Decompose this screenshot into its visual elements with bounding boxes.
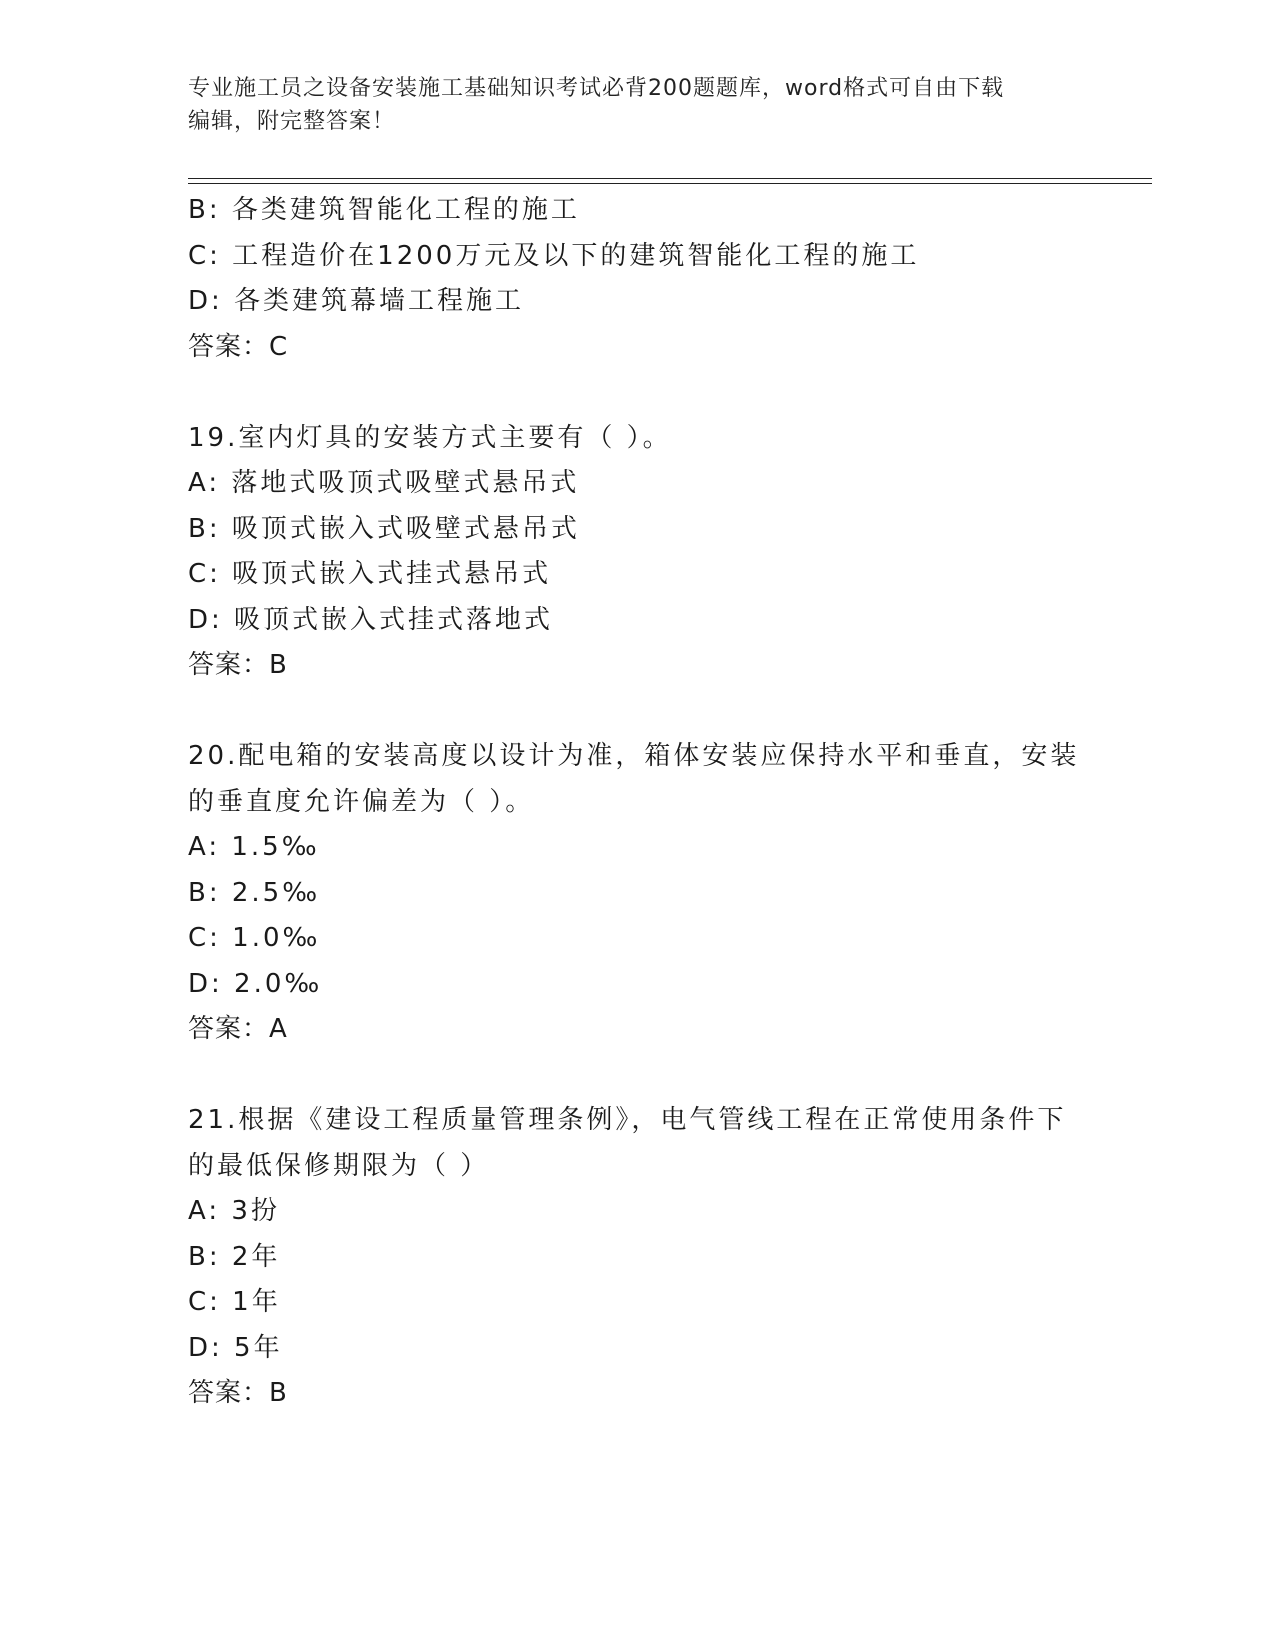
option-c: C: 工程造价在1200万元及以下的建筑智能化工程的施工 bbox=[188, 240, 920, 271]
question-stem: 20.配电箱的安装高度以设计为准，箱体安装应保持水平和垂直，安装 bbox=[188, 741, 1080, 771]
option-a: A: 1.5‰ bbox=[188, 832, 320, 862]
question-stem-continued: 的最低保修期限为（ ） bbox=[188, 1150, 490, 1181]
option-c: C: 1.0‰ bbox=[188, 923, 321, 953]
header-line-2: 编辑，附完整答案！ bbox=[188, 109, 396, 134]
option-a: A: 3扮 bbox=[188, 1196, 280, 1226]
document-header bbox=[188, 72, 1088, 138]
question-stem: 21.根据《建设工程质量管理条例》，电气管线工程在正常使用条件下 bbox=[188, 1105, 1067, 1135]
question-20 bbox=[188, 734, 1088, 1053]
option-d: D: 吸顶式嵌入式挂式落地式 bbox=[188, 604, 554, 635]
answer: 答案：A bbox=[188, 1014, 288, 1044]
question-spacer bbox=[188, 689, 1088, 735]
option-b: B: 2年 bbox=[188, 1241, 281, 1272]
question-list bbox=[188, 188, 1088, 1417]
option-d: D: 2.0‰ bbox=[188, 968, 323, 999]
option-c: C: 吸顶式嵌入式挂式悬吊式 bbox=[188, 559, 552, 589]
answer: 答案：B bbox=[188, 650, 288, 680]
option-c: C: 1年 bbox=[188, 1287, 281, 1317]
question-spacer bbox=[188, 370, 1088, 416]
header-divider-bottom bbox=[188, 183, 1152, 184]
question-stem: 19.室内灯具的安装方式主要有（ ）。 bbox=[188, 422, 672, 453]
option-a: A: 落地式吸顶式吸壁式悬吊式 bbox=[188, 468, 580, 498]
question-spacer bbox=[188, 1053, 1088, 1099]
question-18 bbox=[188, 188, 1088, 370]
question-19 bbox=[188, 416, 1088, 689]
question-21 bbox=[188, 1098, 1088, 1417]
option-d: D: 各类建筑幕墙工程施工 bbox=[188, 286, 525, 316]
option-b: B: 各类建筑智能化工程的施工 bbox=[188, 195, 580, 225]
answer: 答案：C bbox=[188, 331, 289, 362]
option-b: B: 吸顶式嵌入式吸壁式悬吊式 bbox=[188, 513, 580, 544]
answer: 答案：B bbox=[188, 1378, 288, 1408]
option-b: B: 2.5‰ bbox=[188, 877, 321, 908]
header-line-1: 专业施工员之设备安装施工基础知识考试必背200题题库，word格式可自由下载 bbox=[188, 76, 1005, 101]
option-d: D: 5年 bbox=[188, 1332, 283, 1363]
header-divider-top bbox=[188, 178, 1152, 179]
question-stem-continued: 的垂直度允许偏差为（ ）。 bbox=[188, 786, 535, 817]
